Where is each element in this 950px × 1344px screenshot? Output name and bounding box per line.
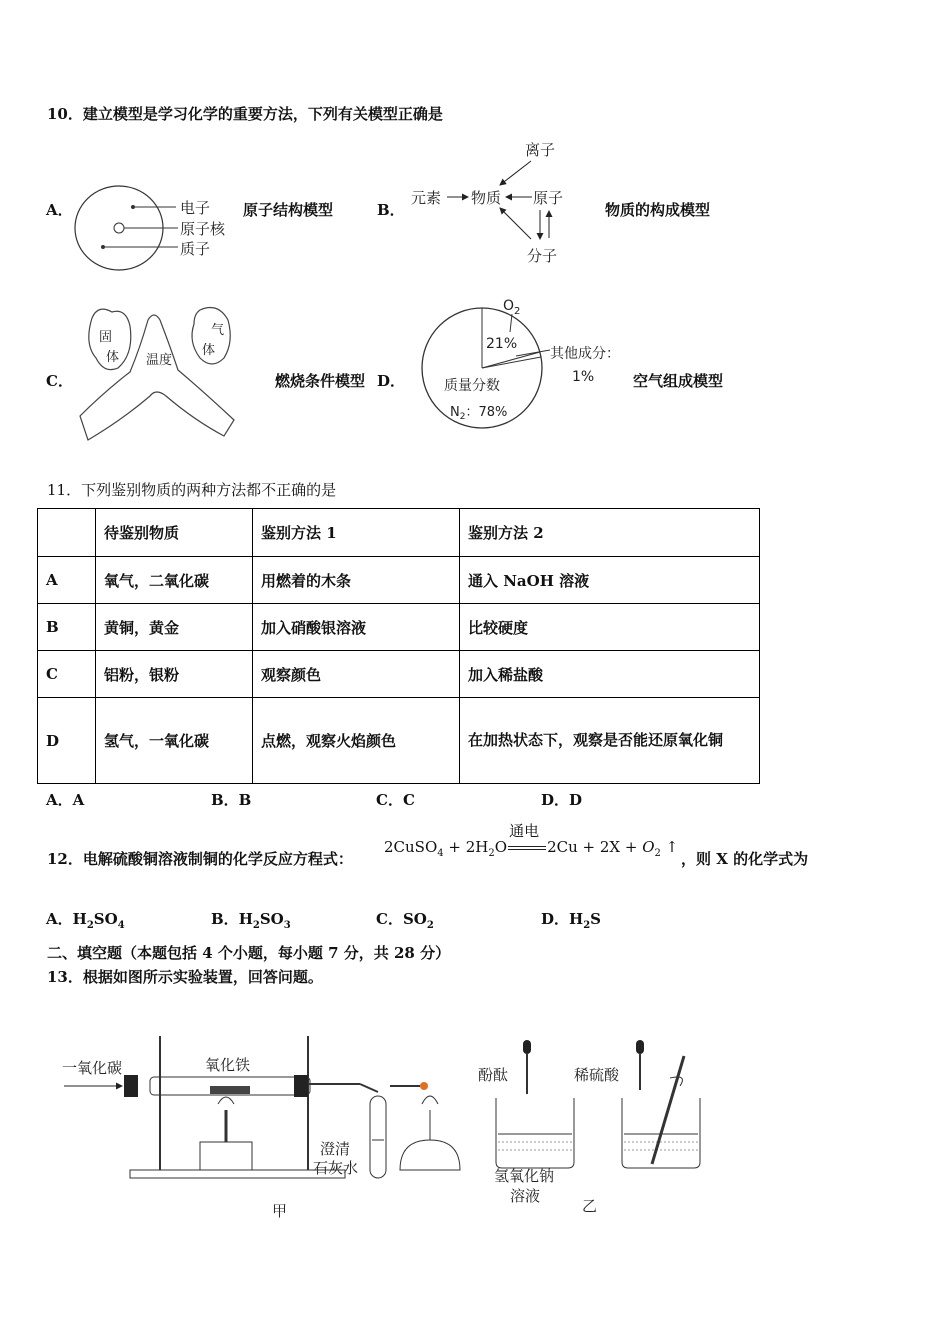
yi-caption: 乙 (582, 1197, 598, 1215)
q12-equation (384, 822, 679, 859)
apparatus-yi-diagram (474, 1030, 704, 1220)
yi-label-naoh-2: 溶液 (510, 1187, 541, 1205)
fire-label-solid-1: 固 (99, 330, 113, 345)
atom-structure-diagram (70, 178, 250, 272)
node-molecule: 分子 (527, 247, 558, 265)
eq-plus: + 2H (443, 838, 489, 856)
eq-reactant-2: O (494, 838, 508, 856)
table-cell: 观察颜色 (253, 651, 460, 698)
atom-label-nucleus: 原子核 (180, 220, 226, 238)
fire-label-gas-1: 气 (211, 323, 225, 338)
table-header-cell: 鉴别方法 1 (253, 509, 460, 557)
pie-label-other: 其他成分： (550, 346, 620, 362)
node-atom: 原子 (533, 189, 564, 207)
pie-label-mass-fraction: 质量分数 (444, 378, 500, 394)
q12-option-c: C．$SO_2$ (376, 910, 434, 931)
jia-label-limewater-1: 澄清 (320, 1140, 351, 1158)
q11-option-d: D．D (541, 791, 583, 809)
section-2-heading: 二、填空题（本题包括 4 个小题，每小题 7 分，共 28 分） (47, 944, 451, 962)
jia-caption: 甲 (272, 1202, 288, 1220)
table-cell: D (38, 698, 96, 784)
q10-option-a-caption: 原子结构模型 (243, 201, 334, 219)
q10-option-a-letter: A． (46, 201, 73, 219)
table-header-row (38, 509, 760, 557)
table-row (38, 698, 760, 784)
table-cell: 点燃，观察火焰颜色 (253, 698, 460, 784)
eq-condition: 通电 (509, 822, 540, 840)
q10-option-d-caption: 空气组成模型 (633, 372, 724, 390)
table-row (38, 651, 760, 698)
table-cell: 比较硬度 (460, 604, 760, 651)
table-cell: A (38, 557, 96, 604)
table-cell: 铝粉，银粉 (96, 651, 253, 698)
q12-option-d: D．$H_2S$ (541, 910, 602, 931)
atom-label-proton: 质子 (180, 240, 211, 258)
q13-stem: 13．根据如图所示实验装置，回答问题。 (47, 968, 323, 986)
q10-stem: 10．建立模型是学习化学的重要方法，下列有关模型正确是 (47, 105, 443, 123)
yi-label-phenolphthalein: 酚酞 (478, 1066, 509, 1084)
pie-label-n: N (450, 405, 460, 420)
q10-option-b-letter: B． (377, 201, 405, 219)
combustion-conditions-diagram (74, 296, 244, 446)
table-header-cell (38, 509, 96, 557)
table-cell: 加入硝酸银溶液 (253, 604, 460, 651)
eq-oxygen-sub: 2 (654, 848, 661, 859)
pie-label-1: 1% (572, 369, 595, 385)
eq-reactant-1: 2CuSO (384, 838, 438, 856)
node-element: 元素 (411, 189, 442, 207)
pie-label-n-sub: 2 (459, 412, 466, 422)
node-matter: 物质 (471, 189, 502, 207)
fire-label-gas-2: 体 (202, 343, 216, 358)
yi-label-h2so4: 稀硫酸 (574, 1066, 620, 1084)
eq-up-arrow: ↑ (660, 838, 679, 856)
pie-label-78: ：78% (465, 405, 508, 420)
q12-suffix: ，则 X 的化学式为 (681, 850, 809, 868)
eq-reactant-1-sub: 4 (437, 848, 444, 859)
pie-label-o-sub: 2 (514, 306, 521, 317)
q10-option-c-caption: 燃烧条件模型 (275, 372, 366, 390)
atom-label-electron: 电子 (180, 199, 211, 217)
table-cell: 用燃着的木条 (253, 557, 460, 604)
jia-label-limewater-2: 石灰水 (313, 1159, 359, 1177)
table-cell: 在加热状态下，观察是否能还原氧化铜 (460, 698, 760, 784)
table-header-cell: 待鉴别物质 (96, 509, 253, 557)
table-cell: C (38, 651, 96, 698)
jia-label-co: 一氧化碳 (62, 1059, 123, 1077)
matter-composition-diagram (405, 135, 575, 267)
q11-option-a: A．A (46, 791, 85, 809)
eq-reactant-2-sub: 2 (488, 848, 495, 859)
q10-option-d-letter: D． (377, 372, 406, 390)
table-cell: 通入 NaOH 溶液 (460, 557, 760, 604)
table-cell: 氧气，二氧化碳 (96, 557, 253, 604)
q11-stem: 11．下列鉴别物质的两种方法都不正确的是 (47, 481, 337, 499)
pie-label-21: 21% (486, 336, 518, 352)
air-composition-pie (418, 292, 648, 437)
table-header-cell: 鉴别方法 2 (460, 509, 760, 557)
node-ion: 离子 (525, 141, 556, 159)
q12-option-a: A．$H_2SO_4$ (46, 910, 125, 931)
jia-label-fe2o3: 氧化铁 (205, 1056, 251, 1074)
table-cell: B (38, 604, 96, 651)
q12-option-b: B．$H_2SO_3$ (211, 910, 291, 931)
table-cell: 黄铜，黄金 (96, 604, 253, 651)
table-row (38, 604, 760, 651)
eq-products: 2Cu + 2X + (547, 838, 643, 856)
table-row (38, 557, 760, 604)
q11-table (37, 508, 760, 784)
pie-label-o: O (503, 298, 515, 314)
q10-option-b-caption: 物质的构成模型 (605, 201, 711, 219)
eq-oxygen: O (642, 838, 655, 856)
fire-label-temperature: 温度 (146, 353, 173, 368)
q11-option-b: B．B (211, 791, 252, 809)
table-cell: 加入稀盐酸 (460, 651, 760, 698)
svg-text:N2：78% (450, 405, 507, 422)
q11-option-c: C．C (376, 791, 415, 809)
table-cell: 氢气，一氧化碳 (96, 698, 253, 784)
apparatus-jia-diagram (60, 1030, 480, 1220)
q10-option-c-letter: C． (46, 372, 73, 390)
q12-stem: 12．电解硫酸铜溶液制铜的化学反应方程式： (47, 850, 353, 868)
yi-label-naoh-1: 氢氧化钠 (494, 1167, 555, 1185)
fire-label-solid-2: 体 (106, 350, 120, 365)
